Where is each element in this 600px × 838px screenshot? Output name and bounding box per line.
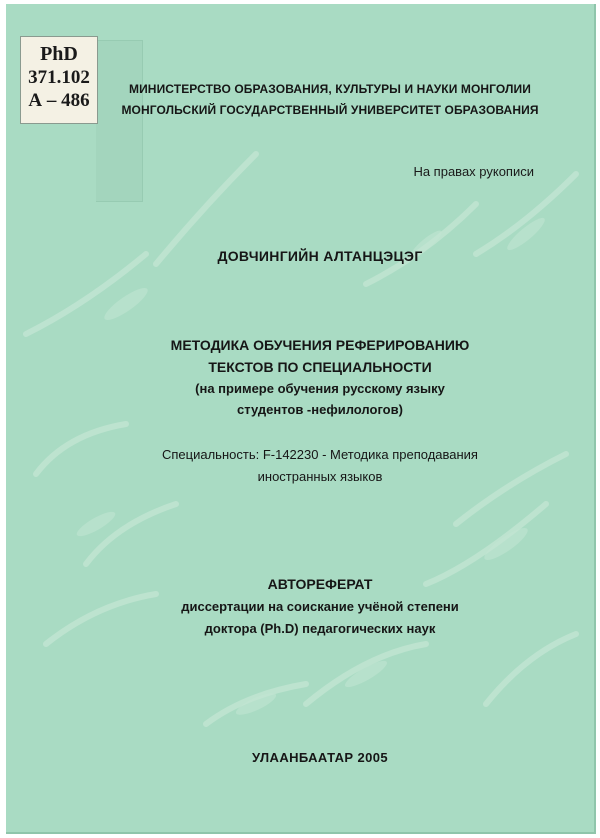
- author-name: ДОВЧИНГИЙН АЛТАНЦЭЦЭГ: [217, 248, 423, 264]
- call-number-line-1: PhD: [40, 43, 78, 65]
- specialty-info: [20, 444, 600, 488]
- institution-header: [30, 79, 600, 121]
- place-and-year: УЛААНБААТАР 2005: [252, 750, 388, 765]
- degree-line-1: диссертации на соискание учёной степени: [181, 599, 459, 614]
- dissertation-subtitle: [20, 378, 600, 420]
- specialty-line-2: иностранных языков: [257, 469, 383, 484]
- specialty-line-1: Специальность: F-142230 - Методика преподавания: [162, 447, 478, 462]
- label-pocket: [96, 40, 143, 202]
- call-number-line-2: 371.102: [28, 67, 90, 88]
- title-line-1: МЕТОДИКА ОБУЧЕНИЯ РЕФЕРИРОВАНИЮ: [170, 337, 470, 353]
- call-number-line-3: А – 486: [28, 90, 90, 111]
- university-name: МОНГОЛЬСКИЙ ГОСУДАРСТВЕННЫЙ УНИВЕРСИТЕТ ОБРАЗОВАНИЯ: [121, 103, 539, 117]
- dissertation-title: [20, 334, 600, 378]
- abstract-heading: АВТОРЕФЕРАТ: [267, 576, 373, 592]
- degree-line-2: доктора (Ph.D) педагогических наук: [204, 621, 436, 636]
- title-line-2: ТЕКСТОВ ПО СПЕЦИАЛЬНОСТИ: [208, 359, 432, 375]
- degree-description: [20, 596, 600, 640]
- subtitle-line-1: (на примере обучения русскому языку: [195, 381, 445, 396]
- subtitle-line-2: студентов -нефилологов): [237, 402, 403, 417]
- manuscript-rights-note: На правах рукописи: [413, 164, 534, 179]
- ministry-name: МИНИСТЕРСТВО ОБРАЗОВАНИЯ, КУЛЬТУРЫ И НАУКИ МОНГОЛИИ: [128, 82, 531, 96]
